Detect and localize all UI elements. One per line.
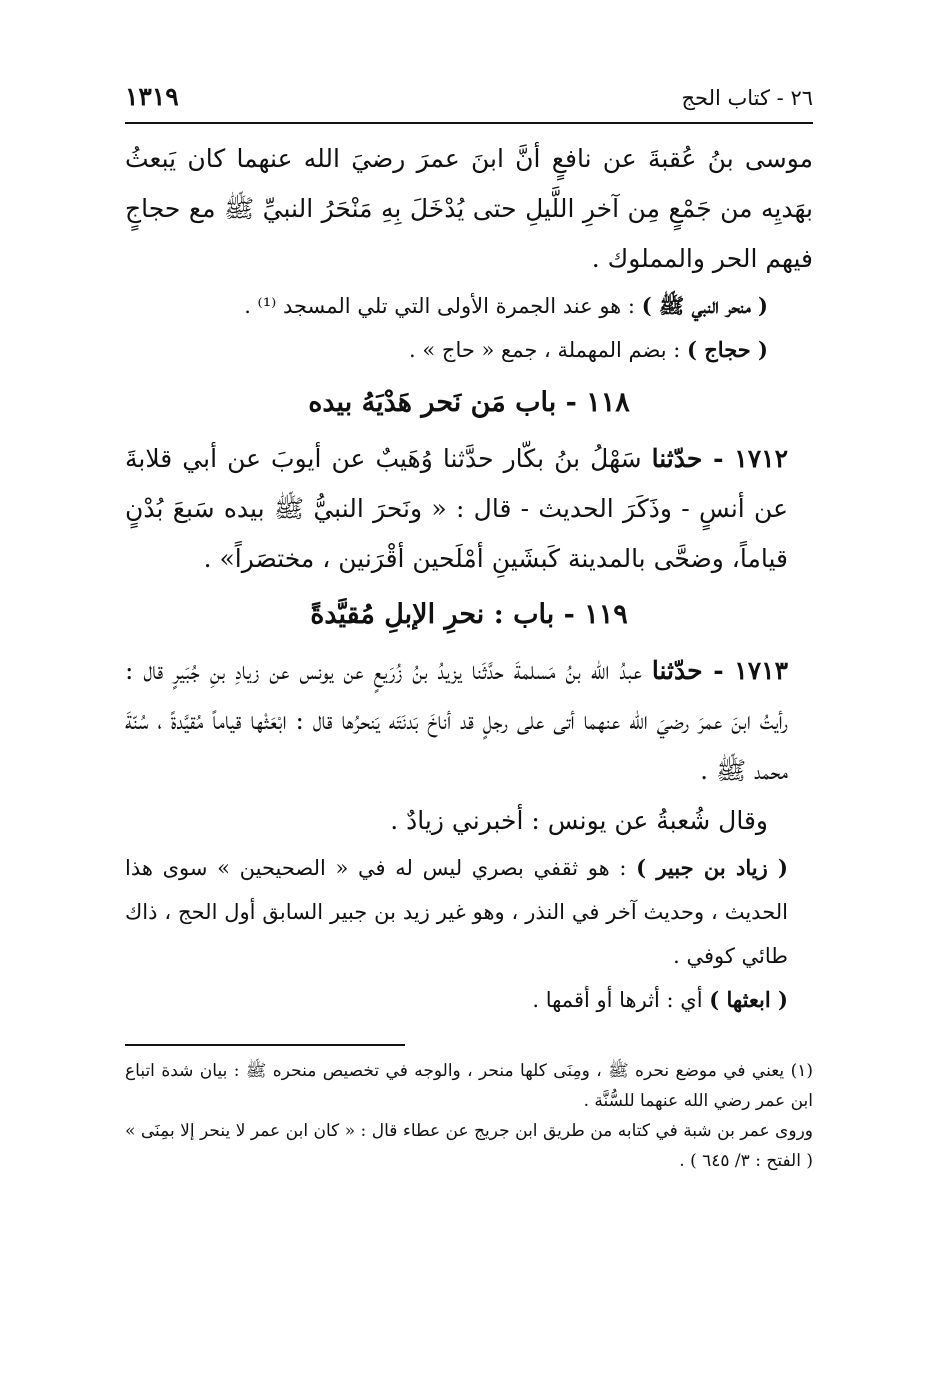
chapter-heading-119: ١١٩ - باب : نحرِ الإبلِ مُقيَّدةً: [310, 599, 628, 630]
hadith-1712: [125, 434, 813, 584]
shuba-line: وقال شُعبةُ عن يونس : أخبرني زيادٌ .: [390, 806, 768, 835]
note-text: : بضم المهملة ، جمع « حاج » .: [409, 338, 687, 362]
chapter-heading-118: ١١٨ - باب مَن نَحر هَدْيَهُ بيده: [308, 387, 630, 418]
note-ziyad: [125, 846, 813, 978]
hadith-text: عبدُ الله بنُ مَسلمةَ حدَّثَنا يزيدُ بنُ زُرَيعٍ عن يونس عن زيادِ بنِ جُبَيرٍ قال : رأيتُ ابنَ عمرَ رضيَ الله عنهما أتى على رجلٍ قد أناخَ بَدنَتَه يَنحرُها قال : ابْعَثْها قياماً مُقيَّدةً ، سُنّةَ محمد ﷺ .: [125, 656, 788, 785]
note-ibathha: [125, 978, 813, 1022]
page-number: ١٣١٩: [125, 82, 179, 111]
chapter-title: ٢٦ - كتاب الحج: [681, 86, 813, 110]
book-page: [125, 80, 813, 1176]
footnote-1-continued: وروى عمر بن شبة في كتابه من طريق ابن جريج عن عطاء قال : « كان ابن عمر لا ينحر إلا بمِنَى » ( الفتح : ٣/ ٦٤٥ ) .: [125, 1121, 813, 1171]
note-term: ( منحر النبي ﷺ ): [641, 293, 768, 318]
page-body: [125, 134, 813, 1176]
hadith-1713: [125, 646, 813, 796]
note-term: ( حجاج ): [687, 337, 768, 362]
note-text: : هو ثقفي بصري ليس له في « الصحيحين » سوى هذا الحديث ، وحديث آخر في النذر ، وهو غير زيد بن جبير السابق أول الحج ، ذاك طائي كوفي .: [125, 856, 788, 968]
footnote-1: (١) يعني في موضع نحره ﷺ ، ومِنَى كلها منحر ، والوجه في تخصيص منحره ﷺ : بيان شدة اتباع ابن عمر رضي الله عنهما للسُّنَّة .: [125, 1061, 813, 1111]
note-text: أي : أثرها أو أقمها .: [532, 988, 710, 1012]
page-header: [125, 80, 813, 124]
hadith-continuation: موسى بنُ عُقبةَ عن نافعٍ أنَّ ابنَ عمرَ رضيَ الله عنهما كان يَبعثُ بهَديِه من جَمْعٍ مِن آخرِ اللَّيلِ حتى يُدْخَلَ بِهِ مَنْحَرُ النبيِّ ﷺ مع حجاجٍ فيهم الحر والمملوك .: [125, 144, 813, 273]
hadith-number: ١٧١٢ - حدّثنا: [651, 444, 788, 473]
footnote-separator: [125, 1044, 405, 1046]
note-text: : هو عند الجمرة الأولى التي تلي المسجد ⁽¹⁾ .: [244, 294, 642, 318]
note-manhar: [125, 284, 813, 328]
note-term: ( زياد بن جبير ): [636, 855, 788, 880]
note-term: ( ابعثها ): [709, 987, 788, 1012]
hadith-number: ١٧١٣ - حدّثنا: [651, 656, 788, 685]
hadith-text: سَهْلُ بنُ بكّار حدَّثنا وُهَيبٌ عن أيوبَ عن أبي قلابةَ عن أنسٍ - وذَكَرَ الحديث - قال : « ونَحرَ النبيُّ ﷺ بيده سَبعَ بُدْنٍ قياماً، وضحَّى بالمدينة كَبشَينِ أمْلَحين أقْرَنين ، مختصَراً» .: [125, 444, 788, 573]
note-hujjaj: [125, 328, 813, 372]
